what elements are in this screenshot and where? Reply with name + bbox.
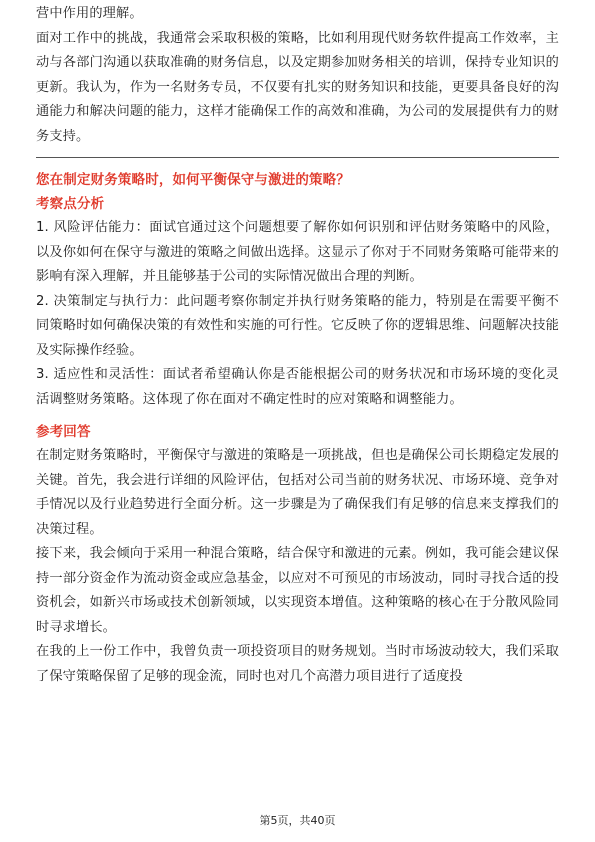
page-content xyxy=(36,2,559,689)
analysis-point-1: 1. 风险评估能力：面试官通过这个问题想要了解你如何识别和评估财务策略中的风险，以及你如何在保守与激进的策略之间做出选择。这显示了你对于不同财务策略可能带来的影响有深入理解，并且能够基于公司的实际情况做出合理的判断。 xyxy=(36,220,559,284)
previous-answer-tail: 营中作用的理解。 xyxy=(36,6,143,21)
analysis-title: 考察点分析 xyxy=(36,196,105,212)
analysis-point-3: 3. 适应性和灵活性：面试者希望确认你是否能根据公司的财务状况和市场环境的变化灵活调整财务策略。这体现了你在面对不确定性时的应对策略和调整能力。 xyxy=(36,367,559,407)
section-spacer xyxy=(36,412,559,420)
previous-answer-paragraph: 面对工作中的挑战，我通常会采取积极的策略，比如利用现代财务软件提高工作效率，主动与各部门沟通以获取准确的财务信息，以及定期参加财务相关的培训，保持专业知识的更新。我认为，作为一名财务专员，不仅要有扎实的财务知识和技能，更要具备良好的沟通能力和解决问题的能力，这样才能确保工作的高效和准确，为公司的发展提供有力的财务支持。 xyxy=(36,30,559,144)
section-divider xyxy=(36,157,559,158)
answer-paragraph-2: 接下来，我会倾向于采用一种混合策略，结合保守和激进的元素。例如，我可能会建议保持一部分资金作为流动资金或应急基金，以应对不可预见的市场波动，同时寻找合适的投资机会，如新兴市场或技术创新领域，以实现资本增值。这种策略的核心在于分散风险同时寻求增长。 xyxy=(36,546,559,635)
answer-paragraph-1: 在制定财务策略时，平衡保守与激进的策略是一项挑战，但也是确保公司长期稳定发展的关键。首先，我会进行详细的风险评估，包括对公司当前的财务状况、市场环境、竞争对手情况以及行业趋势进行全面分析。这一步骤是为了确保我们有足够的信息来支撑我们的决策过程。 xyxy=(36,448,559,537)
answer-paragraph-3: 在我的上一份工作中，我曾负责一项投资项目的财务规划。当时市场波动较大，我们采取了保守策略保留了足够的现金流，同时也对几个高潜力项目进行了适度投 xyxy=(36,644,559,684)
answer-title: 参考回答 xyxy=(36,424,91,440)
analysis-point-2: 2. 决策制定与执行力：此问题考察你制定并执行财务策略的能力，特别是在需要平衡不同策略时如何确保决策的有效性和实施的可行性。它反映了你的逻辑思维、问题解决技能及实际操作经验。 xyxy=(36,293,559,358)
question-heading: 您在制定财务策略时，如何平衡保守与激进的策略？ xyxy=(36,172,350,188)
page-number: 第5页，共40页 xyxy=(259,814,336,827)
